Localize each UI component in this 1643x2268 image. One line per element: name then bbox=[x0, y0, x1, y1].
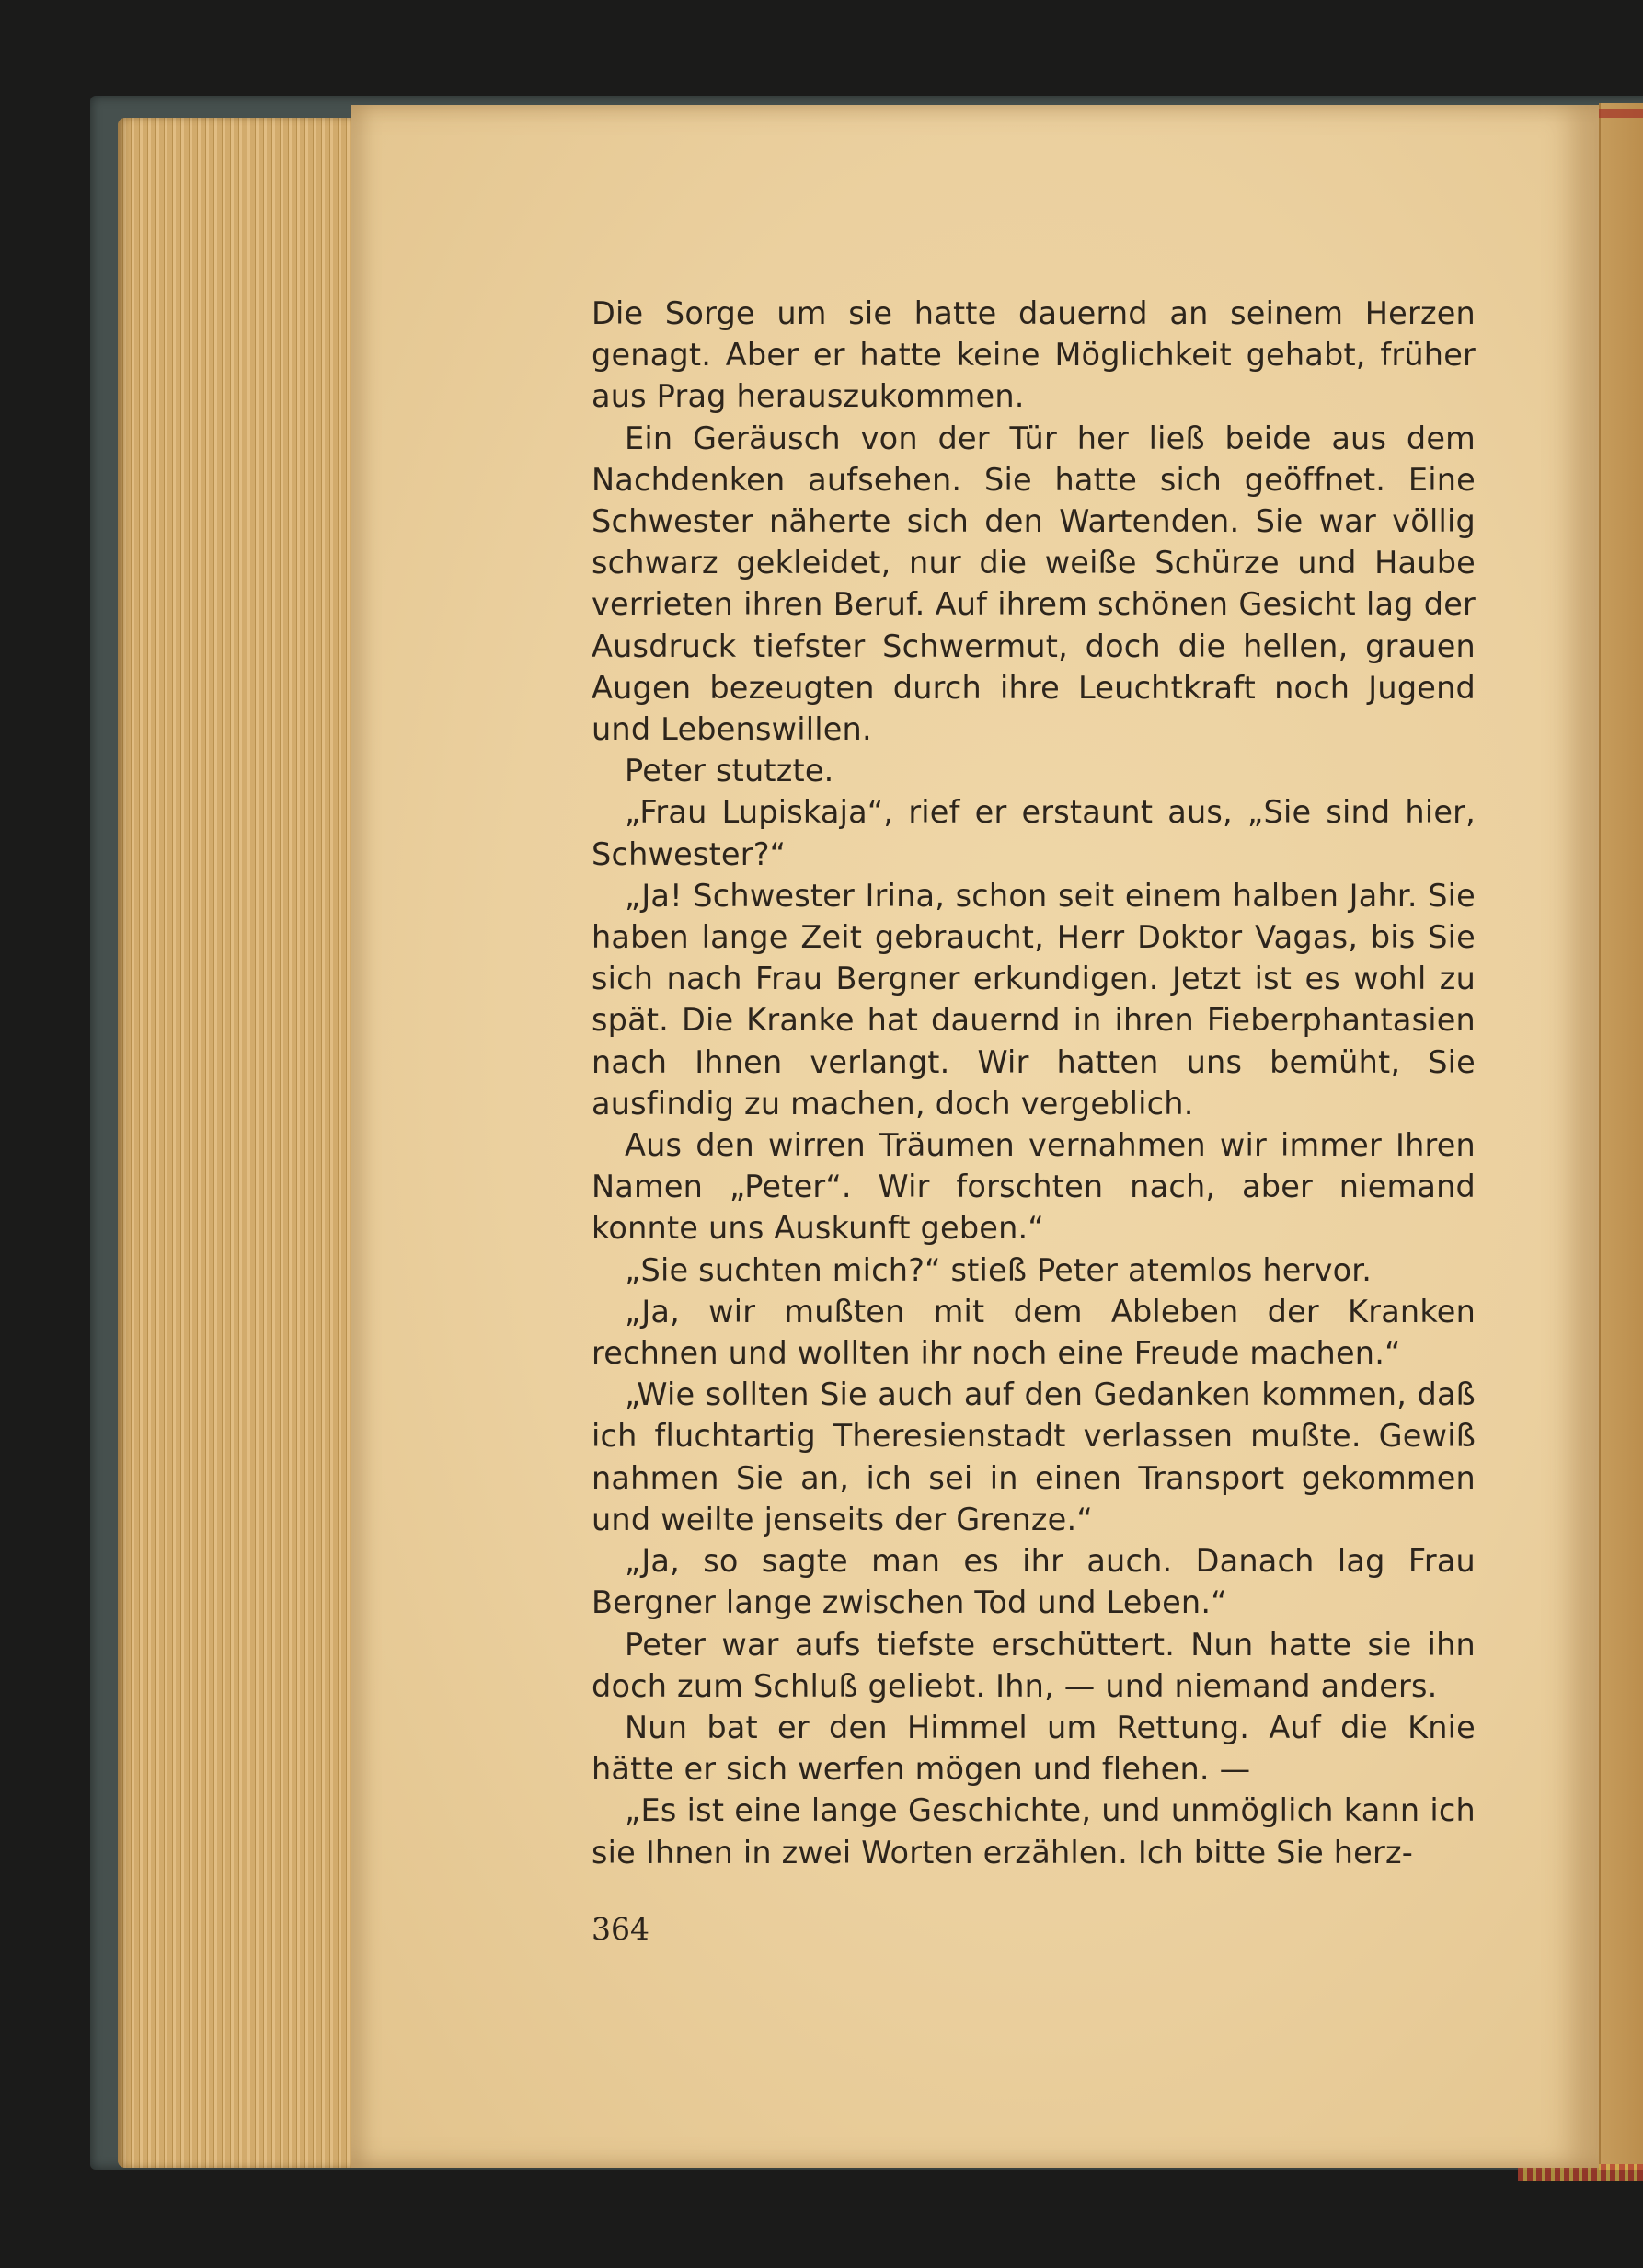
paragraph: „Ja! Schwester Irina, schon seit einem halben Jahr. Sie haben lange Zeit gebraucht, Herr Doktor Vagas, bis Sie sich nach Frau Bergner erkundigen. Jetzt ist es wohl zu spät. Die Kranke hat dauernd in ihren Fieberphantasien nach Ihnen verlangt. Wir hatten uns bemüht, Sie ausfindig zu machen, doch vergeblich. bbox=[592, 877, 1476, 1122]
paragraph: „Sie suchten mich?“ stieß Peter atemlos hervor. bbox=[625, 1251, 1373, 1288]
paragraph: Peter war aufs tiefste erschüttert. Nun hatte sie ihn doch zum Schluß geliebt. Ihn, — und niemand anders. bbox=[592, 1626, 1476, 1704]
paragraph: Peter stutzte. bbox=[625, 753, 834, 789]
paragraph: „Es ist eine lange Geschichte, und unmöglich kann ich sie Ihnen in zwei Worten erzählen. Ich bitte Sie herz- bbox=[592, 1792, 1476, 1871]
paragraph: „Ja, wir mußten mit dem Ableben der Kranken rechnen und wollten ihr noch eine Freude machen.“ bbox=[592, 1293, 1476, 1372]
paragraph: Aus den wirren Träumen vernahmen wir immer Ihren Namen „Peter“. Wir forschten nach, aber niemand konnte uns Auskunft geben.“ bbox=[592, 1127, 1476, 1247]
page-text bbox=[592, 293, 1476, 1873]
paragraph: Ein Geräusch von der Tür her ließ beide aus dem Nachdenken aufsehen. Sie hatte sich geöffnet. Eine Schwester näherte sich den Wartenden. Sie war völlig schwarz gekleidet, nur die weiße Schürze und Haube verrieten ihren Beruf. Auf ihrem schönen Gesicht lag der Ausdruck tiefster Schwermut, doch die hellen, grauen Augen bezeugten durch ihre Leuchtkraft noch Jugend und Lebenswillen. bbox=[592, 420, 1476, 748]
paragraph: „Ja, so sagte man es ihr auch. Danach lag Frau Bergner lange zwischen Tod und Leben.“ bbox=[592, 1543, 1476, 1621]
facing-page-edge bbox=[1599, 103, 1643, 2170]
page-number: 364 bbox=[592, 1911, 649, 1947]
paragraph: Nun bat er den Himmel um Rettung. Auf die Knie hätte er sich werfen mögen und flehen. — bbox=[592, 1709, 1476, 1788]
page-edges bbox=[118, 118, 353, 2168]
paragraph: „Wie sollten Sie auch auf den Gedanken kommen, daß ich fluchtartig Theresienstadt verlassen mußte. Gewiß nahmen Sie an, ich sei in einen Transport gekommen und weilte jenseits der Grenze.“ bbox=[592, 1376, 1476, 1537]
paragraph: „Frau Lupiskaja“, rief er erstaunt aus, „Sie sind hier, Schwester?“ bbox=[592, 794, 1476, 872]
paragraph: Die Sorge um sie hatte dauernd an seinem Herzen genagt. Aber er hatte keine Möglichkeit gehabt, früher aus Prag herauszukommen. bbox=[592, 295, 1476, 415]
